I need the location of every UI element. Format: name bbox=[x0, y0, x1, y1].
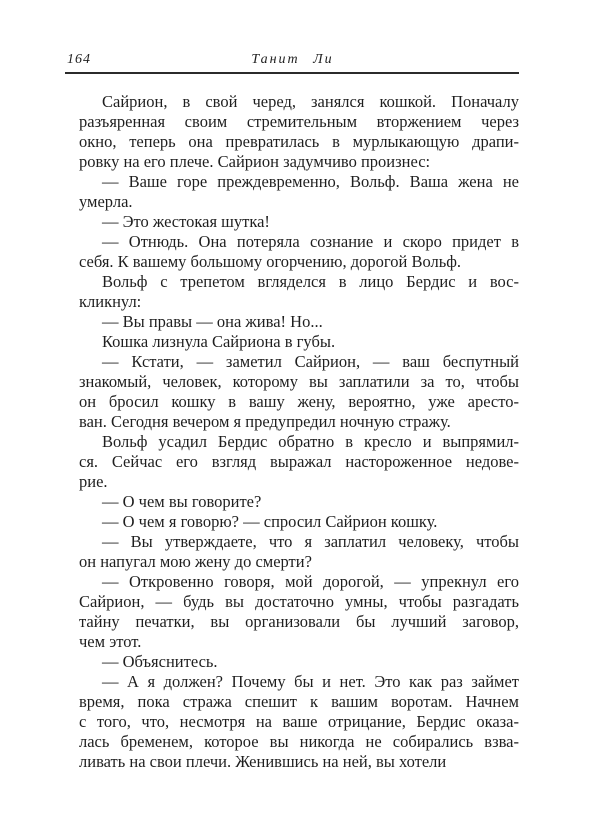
text-line: чем этот. bbox=[79, 632, 142, 651]
text-line: — Вы правы — она жива! Но... bbox=[102, 312, 323, 331]
text-line: кликнул: bbox=[79, 292, 142, 311]
text-line: он напугал мою жену до смерти? bbox=[79, 552, 312, 571]
page-header bbox=[65, 52, 520, 72]
text-line: Сайрион, в свой черед, занялся кошкой. Поначалу bbox=[102, 92, 519, 111]
paragraph bbox=[79, 652, 519, 672]
text-line: — Вы утверждаете, что я заплатил человеку, чтобы bbox=[102, 532, 519, 551]
paragraph bbox=[79, 92, 519, 172]
text-line: время, пока стража спешит к вашим воротам. Начнем bbox=[79, 692, 519, 711]
text-line: окно, теперь она превратилась в мурлыкающую драпи- bbox=[79, 132, 519, 151]
text-line: знакомый, человек, которому вы заплатили за то, чтобы bbox=[79, 372, 519, 391]
text-line: — О чем я говорю? — спросил Сайрион кошку. bbox=[102, 512, 438, 531]
text-line: Вольф усадил Бердис обратно в кресло и выпрямил- bbox=[102, 432, 519, 451]
text-line: он бросил кошку в вашу жену, вероятно, уже аресто- bbox=[79, 392, 519, 411]
text-line: Кошка лизнула Сайриона в губы. bbox=[102, 332, 336, 351]
text-line: тайну печатки, вы организовали бы лучший заговор, bbox=[79, 612, 519, 631]
text-line: ся. Сейчас его взгляд выражал настороженное недове- bbox=[79, 452, 519, 471]
paragraph bbox=[79, 232, 519, 272]
text-line: — О чем вы говорите? bbox=[102, 492, 262, 511]
running-title: Танит Ли bbox=[251, 52, 334, 67]
page-body bbox=[79, 92, 519, 772]
text-line: Вольф с трепетом вгляделся в лицо Бердис и вос- bbox=[102, 272, 519, 291]
text-line: — Это жестокая шутка! bbox=[102, 212, 270, 231]
paragraph bbox=[79, 492, 519, 512]
text-line: лась бременем, которое вы никогда не собирались взва- bbox=[79, 732, 519, 751]
text-line: — Ваше горе преждевременно, Вольф. Ваша жена не bbox=[102, 172, 519, 191]
text-line: — Объяснитесь. bbox=[102, 652, 218, 671]
text-line: — Отнюдь. Она потеряла сознание и скоро придет в bbox=[102, 232, 519, 251]
paragraph bbox=[79, 212, 519, 232]
paragraph bbox=[79, 512, 519, 532]
text-line: умерла. bbox=[79, 192, 133, 211]
paragraph bbox=[79, 272, 519, 312]
paragraph bbox=[79, 172, 519, 212]
text-line: рие. bbox=[79, 472, 108, 491]
paragraph bbox=[79, 352, 519, 432]
page-number: 164 bbox=[67, 52, 91, 67]
header-rule bbox=[65, 72, 519, 74]
text-line: с того, что, несмотря на ваше отрицание, Бердис оказа- bbox=[79, 712, 519, 731]
text-line: разъяренная своим стремительным вторжением через bbox=[79, 112, 519, 131]
paragraph bbox=[79, 532, 519, 572]
paragraph bbox=[79, 312, 519, 332]
text-line: — Кстати, — заметил Сайрион, — ваш беспутный bbox=[102, 352, 519, 371]
text-line: — А я должен? Почему бы и нет. Это как раз займет bbox=[102, 672, 519, 691]
text-line: себя. К вашему большому огорчению, дорогой Вольф. bbox=[79, 252, 462, 271]
paragraph bbox=[79, 432, 519, 492]
text-line: Сайрион, — будь вы достаточно умны, чтобы разгадать bbox=[79, 592, 519, 611]
paragraph bbox=[79, 572, 519, 652]
paragraph bbox=[79, 672, 519, 772]
paragraph bbox=[79, 332, 519, 352]
text-line: ливать на свои плечи. Женившись на ней, вы хотели bbox=[79, 752, 447, 771]
text-line: ровку на его плече. Сайрион задумчиво произнес: bbox=[79, 152, 431, 171]
text-line: ван. Сегодня вечером я предупредил ночную стражу. bbox=[79, 412, 451, 431]
text-line: — Откровенно говоря, мой дорогой, — упрекнул его bbox=[102, 572, 519, 591]
